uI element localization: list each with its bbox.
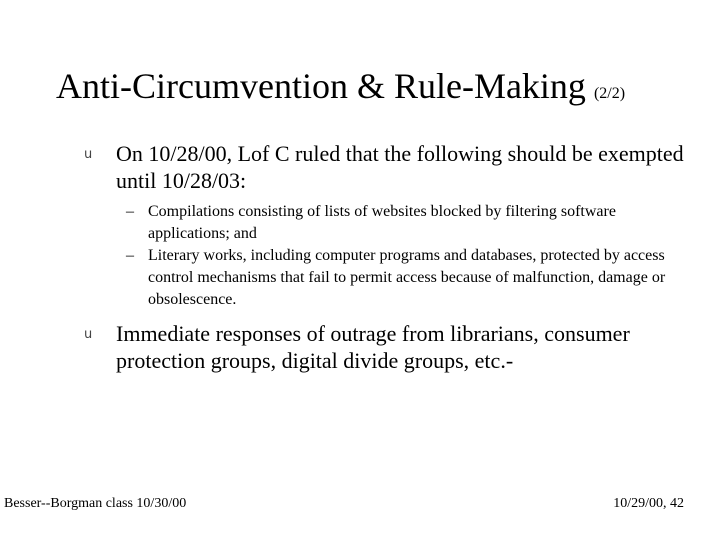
slide-title (56, 66, 625, 114)
sub-bullet-dash-icon: – (126, 247, 134, 264)
sub-bullet-dash-icon: – (126, 203, 134, 220)
bullet-marker-icon: u (84, 147, 93, 162)
bullet-marker-icon: u (84, 327, 93, 342)
slide-title-text: Anti-Circumvention & Rule-Making (56, 66, 586, 106)
bullet-text: Immediate responses of outrage from librarians, consumer protection groups, digital divide groups, etc.- (116, 321, 630, 373)
footer-page-number: 10/29/00, 42 (613, 496, 684, 511)
footer-left-text: Besser--Borgman class 10/30/00 (4, 496, 187, 511)
bullet-text: On 10/28/00, Lof C ruled that the following should be exempted until 10/28/03: (116, 141, 684, 193)
slide-title-suffix: (2/2) (593, 85, 626, 102)
sub-bullet-text: Compilations consisting of lists of websites blocked by filtering software applications; and (148, 203, 616, 242)
sub-bullet-text: Literary works, including computer programs and databases, protected by access control mechanisms that fail to permit access because of malfunction, damage or obsolescence. (148, 247, 666, 308)
